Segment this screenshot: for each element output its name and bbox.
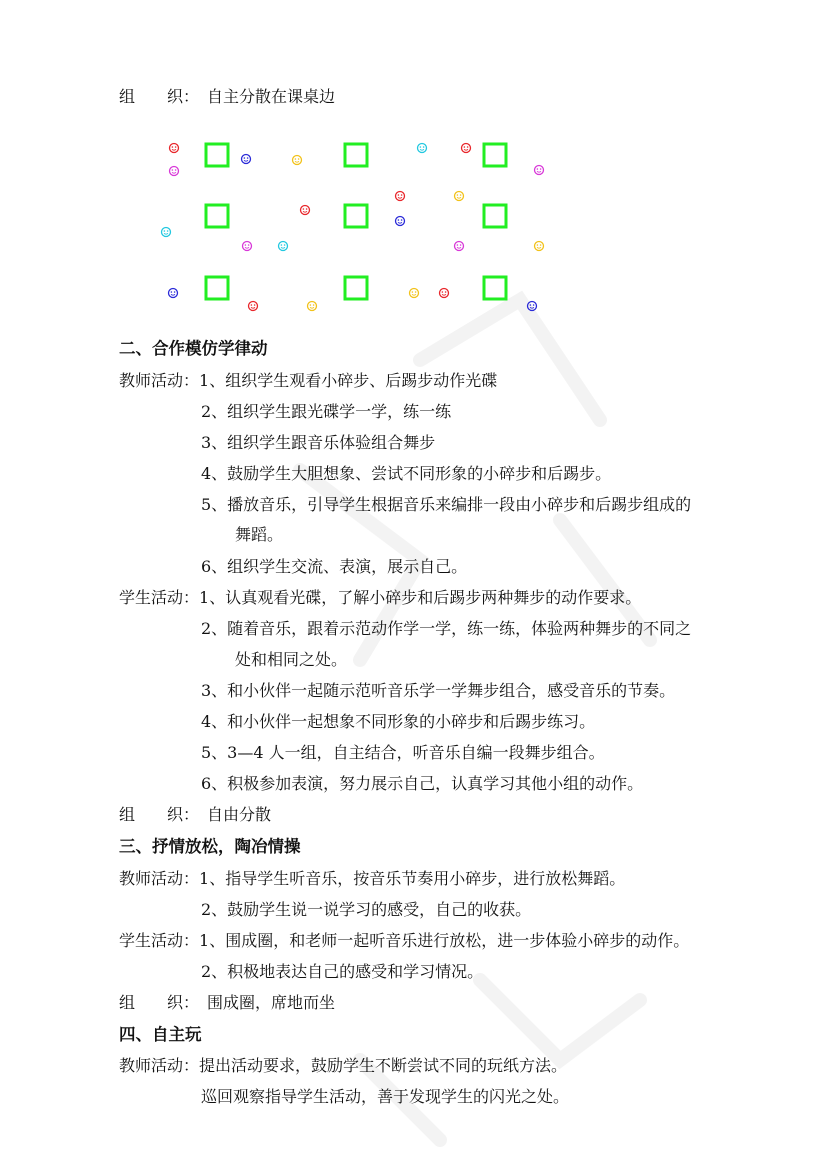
list-item-continuation: 处和相同之处。 (235, 650, 348, 669)
student-activity-row (119, 930, 689, 952)
list-item: 3、组织学生跟音乐体验组合舞步 (201, 433, 436, 452)
organization-text: 自由分散 (207, 805, 272, 824)
student-face-icon (535, 166, 544, 175)
classroom-layout-diagram (0, 0, 830, 330)
section-heading-4: 四、自主玩 (119, 1025, 202, 1044)
list-item: 6、组织学生交流、表演，展示自己。 (201, 557, 468, 576)
desk-square (345, 277, 367, 299)
student-face-icon (410, 289, 419, 298)
list-item: 2、组织学生跟光碟学一学，练一练 (201, 402, 452, 421)
student-face-icon (308, 302, 317, 311)
student-face-icon (249, 302, 258, 311)
student-face-icon (440, 289, 449, 298)
teacher-activity-label: 教师活动： (119, 1056, 200, 1075)
list-item: 2、鼓励学生说一说学习的感受，自己的收获。 (201, 900, 532, 919)
student-face-icon (396, 217, 405, 226)
desk-square (206, 205, 228, 227)
student-face-icon (170, 144, 179, 153)
organization-line-2 (119, 804, 271, 826)
student-activity-row (119, 587, 641, 609)
student-activity-label: 学生活动： (119, 588, 200, 607)
section-heading-3: 三、抒情放松，陶冶情操 (119, 837, 301, 856)
teacher-activity-label: 教师活动： (119, 371, 200, 390)
organization-label: 组 织： (119, 993, 200, 1012)
list-item: 5、播放音乐，引导学生根据音乐来编排一段由小碎步和后踢步组成的 (201, 495, 692, 514)
organization-text: 自主分散在课桌边 (207, 87, 336, 106)
list-item: 巡回观察指导学生活动，善于发现学生的闪光之处。 (201, 1087, 570, 1106)
desk-square (345, 205, 367, 227)
student-face-icon (301, 206, 310, 215)
desk-square (206, 144, 228, 166)
list-item: 4、和小伙伴一起想象不同形象的小碎步和后踢步练习。 (201, 712, 596, 731)
list-item: 1、指导学生听音乐，按音乐节奏用小碎步，进行放松舞蹈。 (199, 869, 626, 888)
desk-square (484, 277, 506, 299)
list-item: 6、积极参加表演，努力展示自己，认真学习其他小组的动作。 (201, 774, 644, 793)
student-face-icon (169, 289, 178, 298)
desk-square (484, 144, 506, 166)
organization-text: 围成圈，席地而坐 (207, 993, 336, 1012)
list-item: 1、组织学生观看小碎步、后踢步动作光碟 (199, 371, 498, 390)
student-face-icon (162, 228, 171, 237)
desk-square (484, 205, 506, 227)
list-item: 5、3—4 人一组，自主结合，听音乐自编一段舞步组合。 (201, 743, 605, 762)
list-item: 1、认真观看光碟，了解小碎步和后踢步两种舞步的动作要求。 (199, 588, 642, 607)
student-face-icon (243, 242, 252, 251)
student-face-icon (462, 144, 471, 153)
teacher-activity-row (119, 868, 625, 890)
student-face-icon (418, 144, 427, 153)
student-activity-label: 学生活动： (119, 931, 200, 950)
student-face-icon (170, 167, 179, 176)
student-face-icon (242, 155, 251, 164)
list-item: 2、随着音乐，跟着示范动作学一学，练一练，体验两种舞步的不同之 (201, 619, 692, 638)
desk-square (345, 144, 367, 166)
organization-line-3 (119, 992, 335, 1014)
list-item: 4、鼓励学生大胆想象、尝试不同形象的小碎步和后踢步。 (201, 464, 612, 483)
student-face-icon (455, 242, 464, 251)
teacher-activity-row (119, 1055, 567, 1077)
teacher-activity-label: 教师活动： (119, 869, 200, 888)
student-face-icon (528, 302, 537, 311)
list-item: 1、围成圈，和老师一起听音乐进行放松，进一步体验小碎步的动作。 (199, 931, 690, 950)
student-face-icon (293, 156, 302, 165)
student-face-icon (279, 242, 288, 251)
student-face-icon (396, 192, 405, 201)
student-face-icon (535, 242, 544, 251)
list-item: 2、积极地表达自己的感受和学习情况。 (201, 962, 484, 981)
organization-line-1 (119, 86, 335, 108)
section-heading-2: 二、合作模仿学律动 (119, 339, 268, 358)
list-item: 提出活动要求，鼓励学生不断尝试不同的玩纸方法。 (199, 1056, 568, 1075)
teacher-activity-row (119, 370, 497, 392)
organization-label: 组 织： (119, 87, 200, 106)
organization-label: 组 织： (119, 805, 200, 824)
desk-square (206, 277, 228, 299)
list-item-continuation: 舞蹈。 (235, 525, 284, 544)
student-face-icon (455, 192, 464, 201)
list-item: 3、和小伙伴一起随示范听音乐学一学舞步组合，感受音乐的节奏。 (201, 681, 676, 700)
